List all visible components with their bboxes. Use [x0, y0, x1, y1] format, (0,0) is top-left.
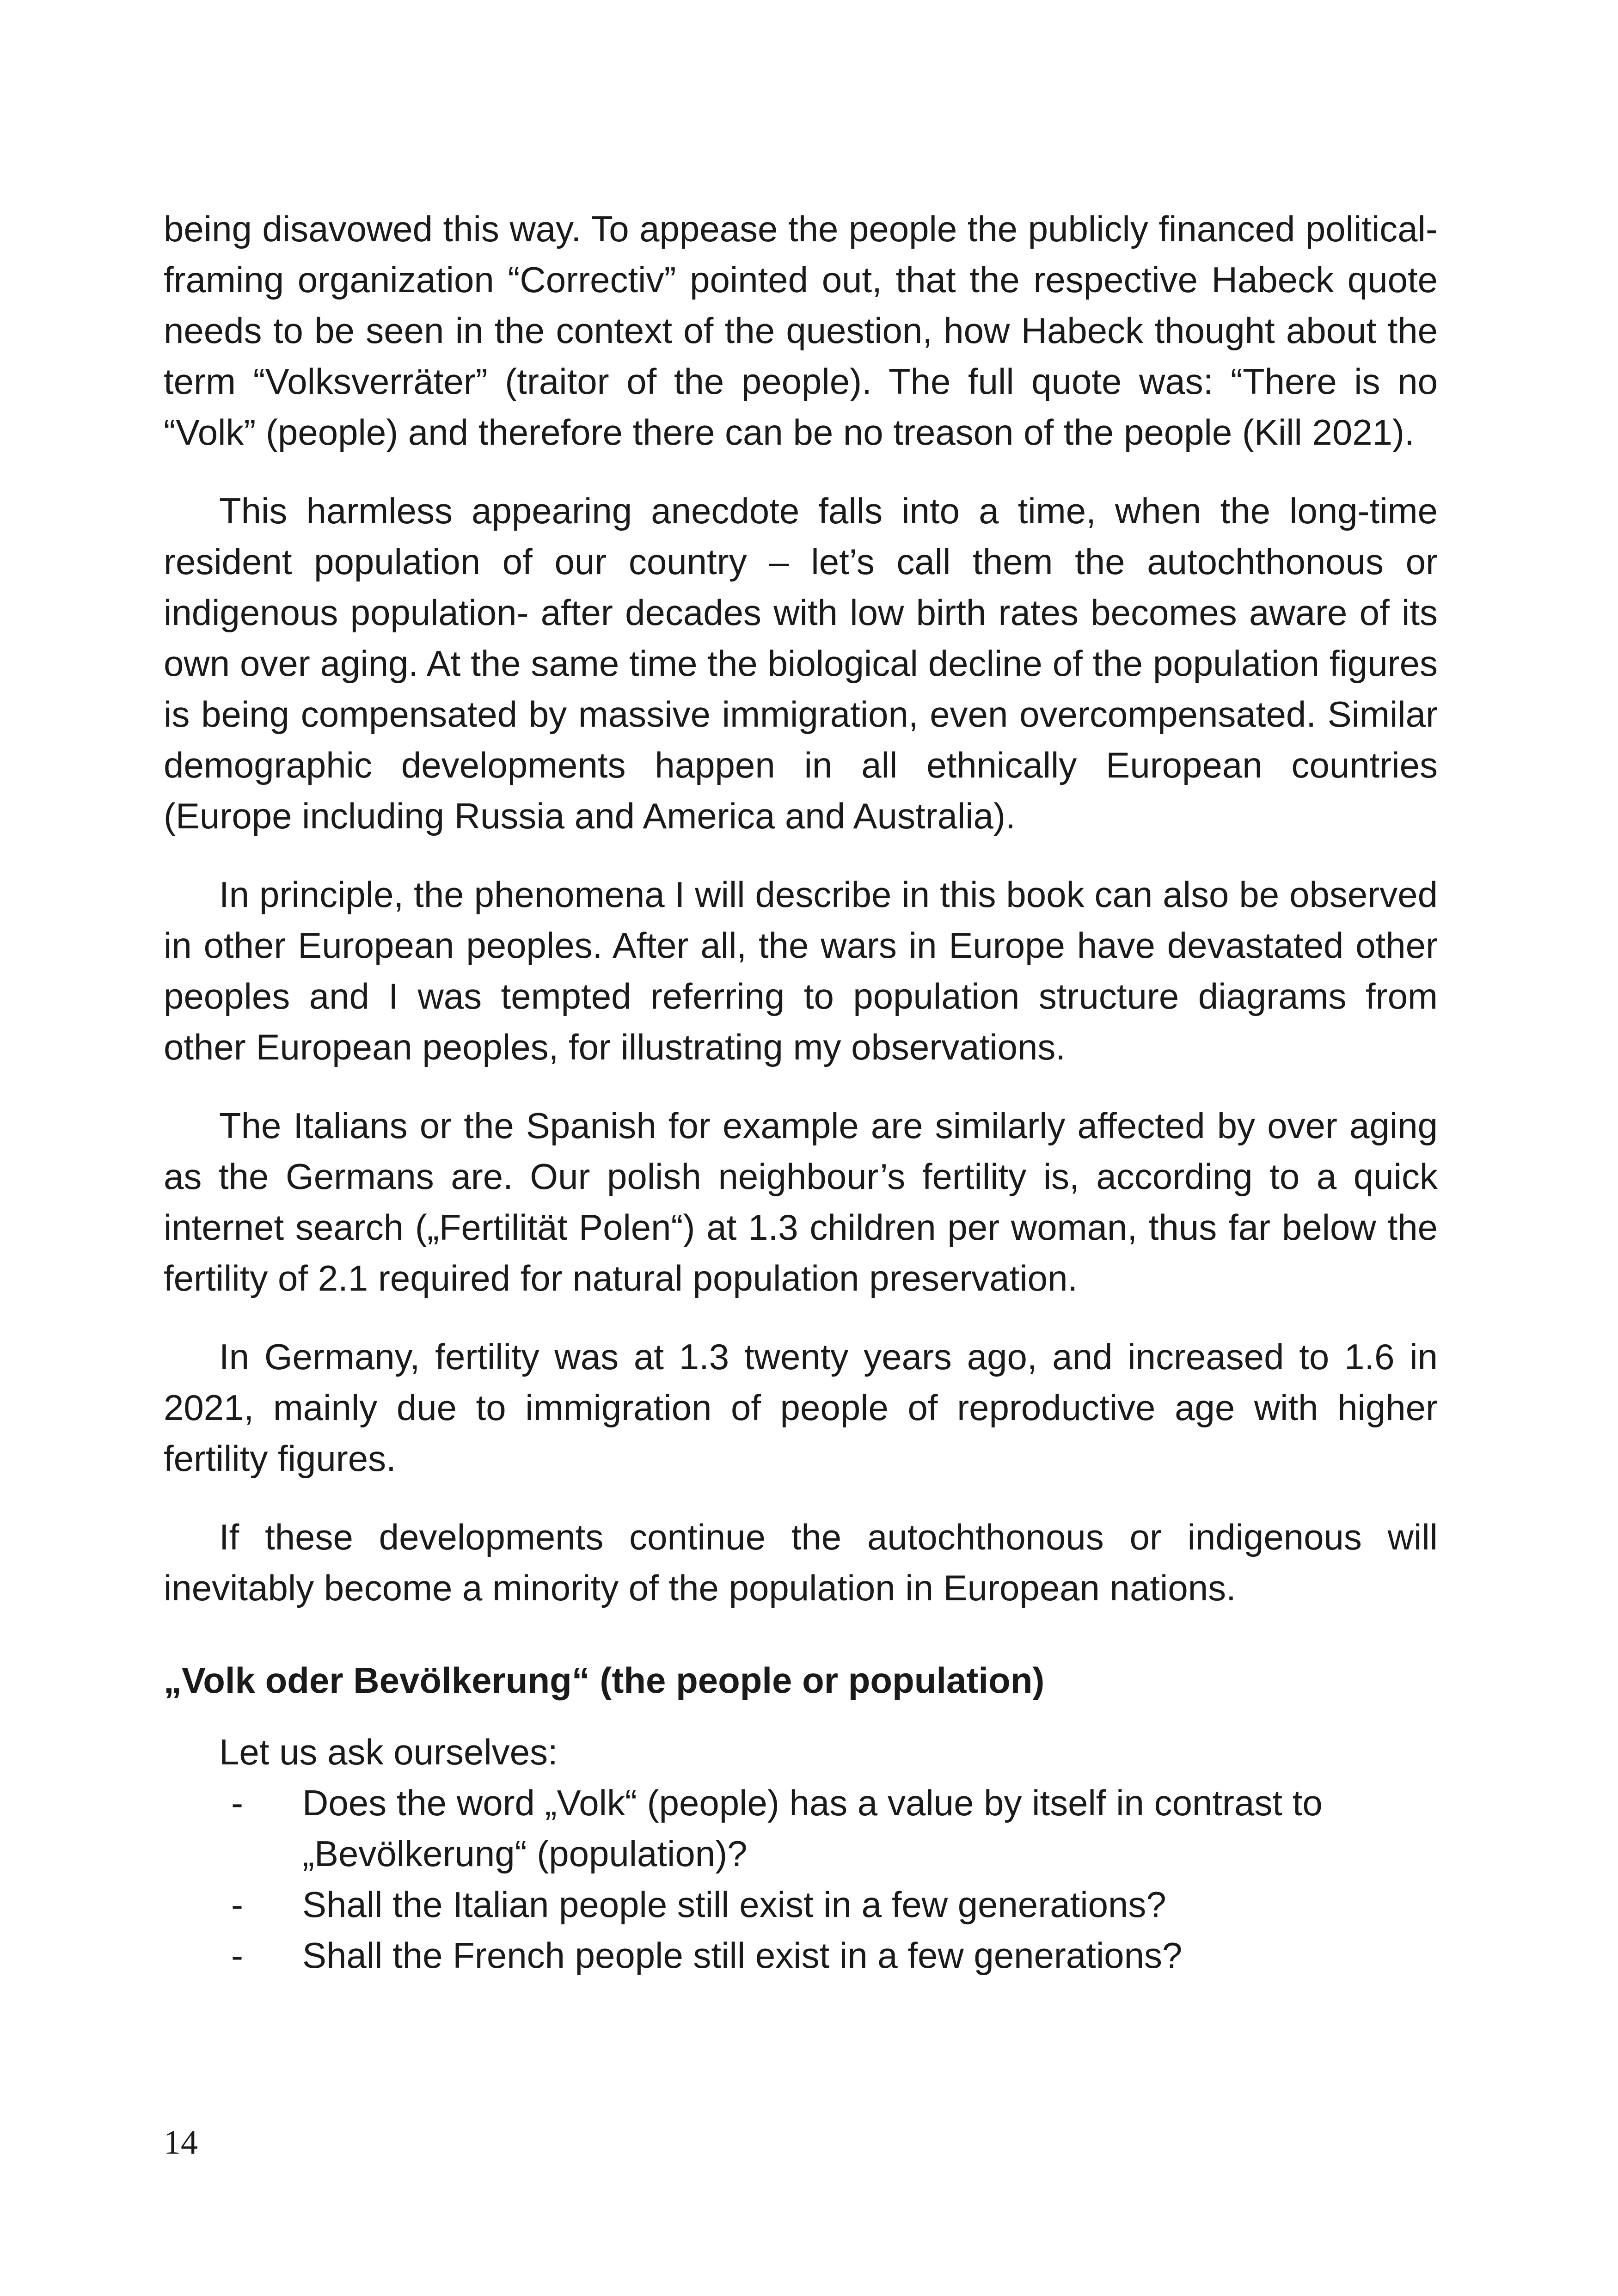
list-dash: - [231, 1884, 243, 1925]
list-item-text: Shall the French people still exist in a few generations? [302, 1935, 1183, 1976]
paragraph-continuation: being disavowed this way. To appease the people the publicly financed political-framing organization “Correctiv” pointed out, that the respective Habeck quote needs to be seen in the context of the question, how Habeck thought about the term “Volksverräter” (traitor of the people). The full quote was: “There is no “Volk” (people) and therefore there can be no treason of the people (Kill 2021). [164, 208, 1438, 453]
list-item [164, 1930, 1438, 1981]
page-number: 14 [164, 2124, 198, 2161]
paragraph-anecdote: This harmless appearing anecdote falls into a time, when the long-time resident population of our country – let’s call them the autochthonous or indigenous population- after decades with low birth rates becomes aware of its own over aging. At the same time the biological decline of the population figures is being compensated by massive immigration, even overcompensated. Similar demographic developments happen in all ethnically European countries (Europe including Russia and America and Australia). [164, 490, 1438, 836]
paragraph-minority: If these developments continue the autochthonous or indigenous will inevitably become a minority of the population in European nations. [164, 1517, 1438, 1608]
section-heading: „Volk oder Bevölkerung“ (the people or population) [164, 1660, 1045, 1701]
paragraph-phenomena: In principle, the phenomena I will describe in this book can also be observed in other European peoples. After all, the wars in Europe have devastated other peoples and I was tempted referring to population structure diagrams from other European peoples, for illustrating my observations. [164, 874, 1438, 1067]
question-list [164, 1777, 1438, 1981]
paragraph-germany-fertility: In Germany, fertility was at 1.3 twenty years ago, and increased to 1.6 in 2021, mainly due to immigration of people of reproductive age with higher fertility figures. [164, 1336, 1438, 1479]
paragraph-italians-spanish: The Italians or the Spanish for example are similarly affected by over aging as the Germans are. Our polish neighbour’s fertility is, according to a quick internet search („Fertilität Polen“) at 1.3 children per woman, thus far below the fertility of 2.1 required for natural population preservation. [164, 1105, 1438, 1298]
list-dash: - [231, 1782, 243, 1823]
page-body [164, 203, 1438, 1981]
list-item [164, 1777, 1438, 1879]
list-dash: - [231, 1935, 243, 1976]
list-item-text: Shall the Italian people still exist in a few generations? [302, 1884, 1166, 1925]
list-item [164, 1879, 1438, 1930]
list-item-text: Does the word „Volk“ (people) has a value by itself in contrast to „Bevölkerung“ (population)? [302, 1782, 1323, 1874]
section-intro: Let us ask ourselves: [219, 1732, 558, 1772]
